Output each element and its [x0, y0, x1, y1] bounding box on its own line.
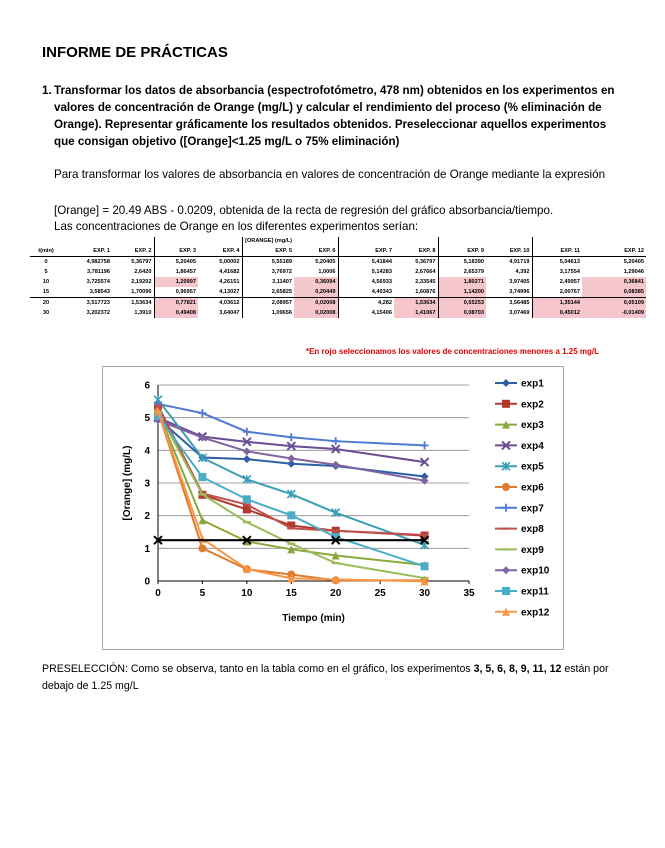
legend-label-exp9: exp9 — [521, 544, 544, 556]
table-cell: 1,0006 — [318, 269, 336, 275]
table-cell: 2,65825 — [242, 287, 294, 298]
table-cell: 5,00002 — [219, 259, 240, 265]
table-cell: 1,20997 — [154, 277, 198, 287]
legend-label-exp7: exp7 — [521, 503, 544, 515]
data-point-exp7 — [287, 433, 295, 441]
table-cell: 1,80271 — [438, 277, 486, 287]
x-axis-label: Tiempo (min) — [282, 613, 345, 624]
legend-label-exp2: exp2 — [521, 399, 544, 411]
table-cell: 4,91719 — [509, 259, 530, 265]
table-cell: 2,6420 — [134, 269, 152, 275]
table-cell: 4,03612 — [198, 298, 242, 309]
y-tick-label: 5 — [144, 413, 150, 425]
table-row — [30, 287, 646, 298]
table-cell: 4,26151 — [219, 279, 240, 285]
y-tick-label: 4 — [144, 445, 150, 457]
table-header-cell: EXP. 5 — [242, 246, 294, 257]
table-cell: 4,41682 — [219, 269, 240, 275]
data-point-exp11 — [287, 511, 295, 519]
table-row — [30, 257, 646, 268]
table-cell: 0 — [44, 259, 48, 265]
table-cell-empty — [338, 237, 394, 246]
table-cell-empty — [198, 237, 242, 246]
table-cell: 1,86457 — [154, 267, 198, 277]
x-tick-label: 35 — [463, 588, 475, 599]
table-header-cell: EXP. 7 — [338, 246, 394, 257]
table-cell: 3,56485 — [486, 298, 532, 309]
table-cell: 4,392 — [515, 269, 530, 275]
table-row — [30, 277, 646, 287]
table-cell: 3,725574 — [86, 279, 110, 285]
table-cell: 30 — [42, 310, 50, 316]
table-cell: 4,982758 — [86, 259, 110, 265]
table-cell: 2,49957 — [532, 277, 582, 287]
table-cell: 5,20405 — [154, 257, 198, 268]
highlight-note: *En rojo seleccionamos los valores de concentraciones menores a 1.25 mg/L — [305, 347, 599, 356]
table-cell: 2,08957 — [242, 298, 294, 309]
table-cell: 2,19202 — [131, 279, 152, 285]
table-cell: 0,02008 — [294, 308, 338, 318]
legend-marker-exp1 — [502, 379, 510, 387]
table-cell-empty — [532, 237, 582, 246]
table-cell-empty — [154, 237, 198, 246]
preselection-paragraph — [42, 661, 632, 695]
table-cell: 5,20405 — [315, 259, 336, 265]
table-cell: 2,67664 — [415, 269, 436, 275]
data-point-exp10 — [287, 455, 295, 463]
table-cell-empty — [30, 237, 62, 246]
legend-marker-exp2 — [502, 400, 510, 408]
table-cell-empty — [486, 237, 532, 246]
legend-marker-exp11 — [502, 587, 510, 595]
x-tick-label: 25 — [374, 588, 386, 599]
table-cell: 5,36797 — [415, 259, 436, 265]
table-header-cell: t(min) — [30, 246, 62, 257]
table-row — [30, 298, 646, 309]
x-tick-label: 15 — [285, 588, 297, 599]
legend-label-exp6: exp6 — [521, 482, 544, 494]
table-header-cell: EXP. 6 — [294, 246, 338, 257]
table-cell: 4,56933 — [338, 277, 394, 287]
legend-label-exp10: exp10 — [521, 565, 550, 577]
question-block — [42, 82, 622, 150]
y-tick-label: 6 — [144, 380, 150, 392]
table-cell-empty — [394, 237, 438, 246]
table-cell: 2,65379 — [438, 267, 486, 277]
legend-label-exp8: exp8 — [521, 524, 544, 536]
table-cell: 3,17554 — [532, 267, 582, 277]
table-cell: 1,09656 — [242, 308, 294, 318]
preselection-text: PRESELECCIÓN: Como se observa, tanto en la tabla como en el gráfico, los experimentos — [42, 663, 474, 675]
table-cell: 3,97405 — [509, 279, 530, 285]
table-cell: 2,33545 — [415, 279, 436, 285]
table-cell: 0,05109 — [582, 298, 646, 309]
y-axis-label: [Orange] (mg/L) — [122, 445, 133, 521]
data-point-exp11 — [421, 562, 429, 570]
x-tick-label: 10 — [241, 588, 253, 599]
table-cell: 1,29046 — [623, 269, 644, 275]
data-point-exp7 — [198, 409, 206, 417]
x-tick-label: 5 — [199, 588, 206, 599]
table-cell: 5,36797 — [131, 259, 152, 265]
table-cell: 1,35144 — [532, 298, 582, 309]
table-row — [30, 267, 646, 277]
table-header-row — [30, 246, 646, 257]
legend-marker-exp7 — [502, 504, 510, 512]
data-point-exp6 — [198, 544, 206, 552]
data-point-exp7 — [243, 428, 251, 436]
legend-marker-exp6 — [502, 483, 510, 491]
table-header-cell: EXP. 3 — [154, 246, 198, 257]
table-cell: 1,14200 — [438, 287, 486, 298]
table-cell: 0,08703 — [438, 308, 486, 318]
table-cell: 15 — [42, 289, 50, 295]
table-cell: 0,36841 — [582, 277, 646, 287]
table-cell: 3,64047 — [219, 310, 240, 316]
table-group-header-row — [30, 237, 646, 246]
table-cell: 5,14283 — [338, 267, 394, 277]
table-cell: 20 — [30, 298, 62, 309]
table-cell: 0,77821 — [154, 298, 198, 309]
paragraph-formula: [Orange] = 20.49 ABS - 0.0209, obtenida de la recta de regresión del gráfico absorbancia/tiempo. — [54, 204, 554, 217]
table-cell: 4,13027 — [219, 289, 240, 295]
legend-label-exp4: exp4 — [521, 440, 544, 452]
table-cell-empty — [112, 237, 154, 246]
data-point-exp7 — [332, 437, 340, 445]
data-point-exp1 — [243, 455, 251, 463]
table-cell: 1,53634 — [112, 298, 154, 309]
legend-label-exp12: exp12 — [521, 607, 550, 619]
legend-label-exp11: exp11 — [521, 586, 549, 598]
table-cell: 0,55253 — [438, 298, 486, 309]
preselection-suffix: están por debajo de 1.25 mg/L — [42, 663, 609, 692]
table-group-header: [ORANGE] (mg/L) — [242, 237, 294, 246]
table-header-cell: EXP. 10 — [486, 246, 532, 257]
y-tick-label: 3 — [144, 478, 150, 490]
table-cell: 5 — [44, 269, 48, 275]
legend-label-exp1: exp1 — [521, 378, 544, 390]
table-cell: 0,45012 — [532, 308, 582, 318]
question-number: 1. — [42, 84, 52, 97]
table-cell: 0,02008 — [294, 298, 338, 309]
table-cell: 3,74996 — [509, 289, 530, 295]
paragraph-table-intro: Las concentraciones de Orange en los diferentes experimentos serían: — [54, 220, 419, 233]
data-point-exp10 — [243, 447, 251, 455]
table-cell: 5,41844 — [338, 257, 394, 268]
table-cell: 5,04613 — [532, 257, 582, 268]
paragraph-expression-intro: Para transformar los valores de absorbancia en valores de concentración de Orange mediante la expresión — [54, 168, 606, 181]
table-cell: 0,36094 — [294, 277, 338, 287]
data-point-exp7 — [421, 441, 429, 449]
table-cell: 2,00767 — [532, 287, 582, 298]
table-cell: 0,20449 — [294, 287, 338, 298]
table-row — [30, 308, 646, 318]
table-cell-empty — [438, 237, 486, 246]
table-cell: 3,781196 — [86, 269, 110, 275]
table-cell: 1,60876 — [415, 289, 436, 295]
table-cell: 1,53634 — [394, 298, 438, 309]
table-cell: 0,49408 — [154, 308, 198, 318]
table-cell: 10 — [42, 279, 50, 285]
table-cell: 4,282 — [338, 298, 394, 309]
x-tick-label: 20 — [330, 588, 342, 599]
table-cell: 1,3910 — [134, 310, 152, 316]
table-cell: 4,40343 — [338, 287, 394, 298]
table-header-cell: EXP. 11 — [532, 246, 582, 257]
table-cell: -0,01409 — [582, 308, 646, 318]
chart-svg — [103, 367, 563, 649]
legend-label-exp3: exp3 — [521, 420, 544, 432]
table-cell-empty — [582, 237, 646, 246]
question-text: Transformar los datos de absorbancia (espectrofotómetro, 478 nm) obtenidos en los experimentos en valores de concentración de Orange (mg/L) y calcular el rendimiento del proceso (% eliminación de Orange). Representar gráficamente los resultados obtenidos. Preseleccionar aquellos experimentos que consigan objetivo ([Orange]<1.25 mg/L o 75% eliminación) — [54, 84, 615, 148]
report-title: INFORME DE PRÁCTICAS — [42, 44, 228, 61]
table-header-cell: EXP. 4 — [198, 246, 242, 257]
data-point-exp11 — [198, 473, 206, 481]
data-point-exp10 — [332, 461, 340, 469]
table-cell: 3,517723 — [62, 298, 112, 309]
table-cell: 5,18390 — [438, 257, 486, 268]
table-cell: 3,07469 — [509, 310, 530, 316]
concentration-table — [30, 237, 646, 318]
data-point-exp10 — [421, 477, 429, 485]
y-tick-label: 1 — [144, 543, 150, 555]
x-tick-label: 0 — [155, 588, 161, 599]
table-cell: 3,202372 — [86, 310, 110, 316]
legend-label-exp5: exp5 — [521, 461, 544, 473]
table-header-cell: EXP. 2 — [112, 246, 154, 257]
data-point-exp3 — [198, 516, 206, 524]
table-cell: 3,11407 — [242, 277, 294, 287]
table-cell: 3,76972 — [242, 267, 294, 277]
table-header-cell: EXP. 12 — [582, 246, 646, 257]
table-cell: 5,20405 — [623, 259, 644, 265]
table-header-cell: EXP. 8 — [394, 246, 438, 257]
table-cell: 1,70096 — [131, 289, 152, 295]
data-point-exp11 — [243, 495, 251, 503]
y-tick-label: 0 — [144, 576, 150, 588]
table-cell: 3,58543 — [89, 289, 110, 295]
x-tick-label: 30 — [419, 588, 431, 599]
table-header-cell: EXP. 1 — [62, 246, 112, 257]
concentration-chart — [102, 366, 564, 650]
legend-marker-exp10 — [502, 566, 510, 574]
preselected-experiments: 3, 5, 6, 8, 9, 11, 12 — [473, 663, 562, 675]
table-cell-empty — [62, 237, 112, 246]
table-cell: 4,15406 — [338, 308, 394, 318]
y-tick-label: 2 — [144, 511, 150, 523]
table-cell: 1,41067 — [394, 308, 438, 318]
table-header-cell: EXP. 9 — [438, 246, 486, 257]
table-cell: 0,96957 — [154, 287, 198, 298]
table-cell: 5,55189 — [242, 257, 294, 268]
table-cell: 0,08385 — [582, 287, 646, 298]
table-cell-empty — [294, 237, 338, 246]
